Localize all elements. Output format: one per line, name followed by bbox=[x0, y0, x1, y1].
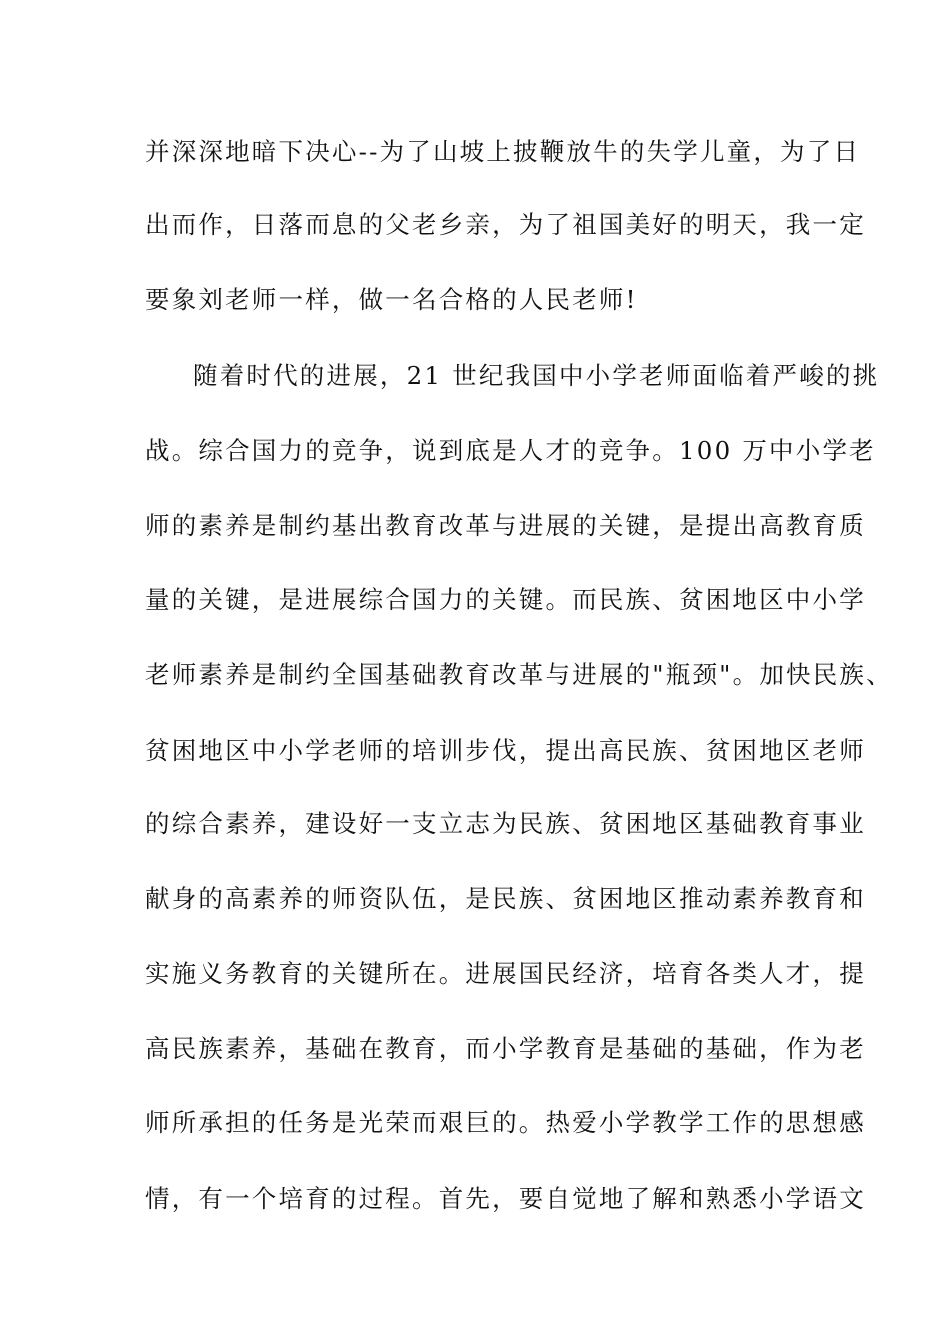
text-line: 高民族素养，基础在教育，而小学教育是基础的基础，作为老 bbox=[145, 1034, 866, 1063]
text-line: 战。综合国力的竞争，说到底是人才的竞争。100 万中小学老 bbox=[145, 436, 876, 465]
paragraph-first-line: 随着时代的进展，21 世纪我国中小学老师面临着严峻的挑 bbox=[193, 361, 880, 390]
text-line: 献身的高素养的师资队伍，是民族、贫困地区推动素养教育和 bbox=[145, 884, 866, 913]
text-line: 实施义务教育的关键所在。进展国民经济，培育各类人才，提 bbox=[145, 959, 866, 988]
text-line: 量的关键，是进展综合国力的关键。而民族、贫困地区中小学 bbox=[145, 585, 866, 614]
text-line: 要象刘老师一样，做一名合格的人民老师! bbox=[145, 285, 638, 314]
text-line: 贫困地区中小学老师的培训步伐，提出高民族、贫困地区老师 bbox=[145, 736, 866, 765]
text-line: 出而作，日落而息的父老乡亲，为了祖国美好的明天，我一定 bbox=[145, 210, 866, 239]
text-line: 的综合素养，建设好一支立志为民族、贫困地区基础教育事业 bbox=[145, 809, 866, 838]
text-line: 老师素养是制约全国基础教育改革与进展的"瓶颈"。加快民族、 bbox=[145, 660, 893, 689]
text-line: 师所承担的任务是光荣而艰巨的。热爱小学教学工作的思想感 bbox=[145, 1108, 866, 1137]
text-line: 师的素养是制约基出教育改革与进展的关键，是提出高教育质 bbox=[145, 511, 866, 540]
text-line: 并深深地暗下决心--为了山坡上披鞭放牛的失学儿童，为了日 bbox=[145, 137, 861, 166]
text-line: 情，有一个培育的过程。首先，要自觉地了解和熟悉小学语文 bbox=[145, 1184, 866, 1213]
